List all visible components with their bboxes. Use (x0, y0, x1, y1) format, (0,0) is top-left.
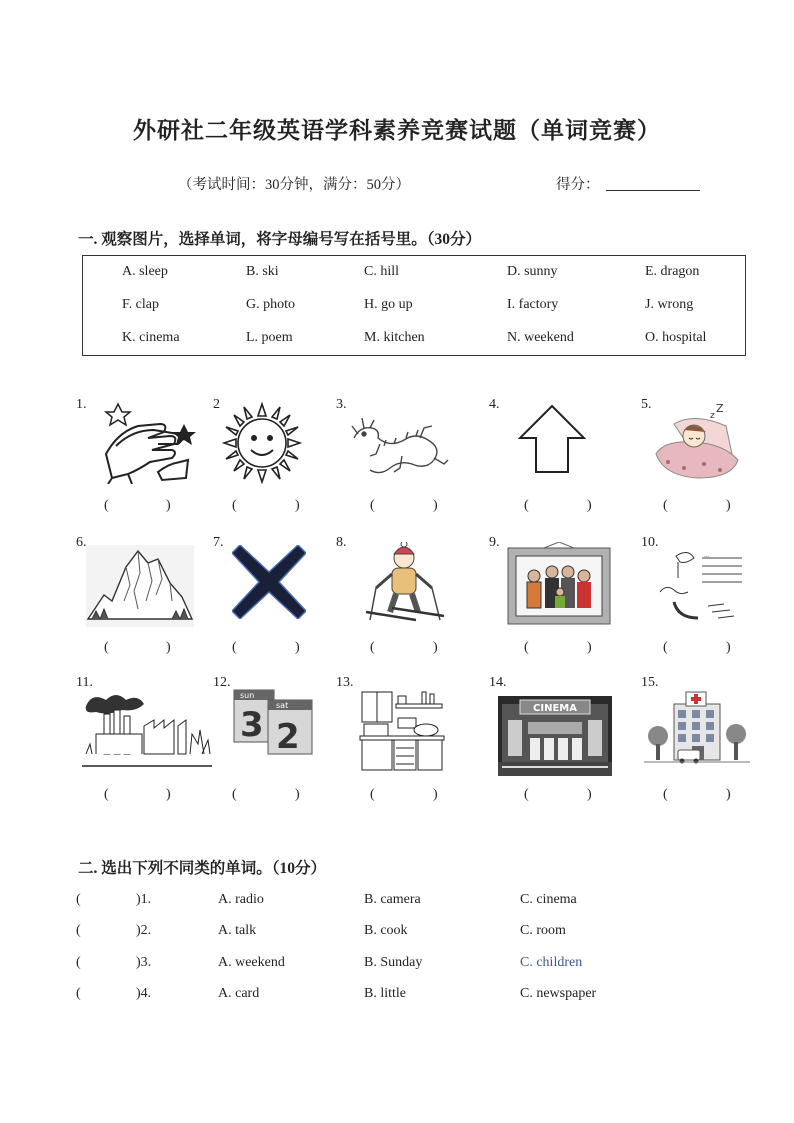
score-label: 得分： (556, 177, 600, 193)
question-number: 11. (76, 675, 93, 690)
answer-paren-close: ) (726, 787, 731, 802)
question-number: 1. (76, 397, 87, 412)
hospital-icon (644, 690, 750, 764)
answer-paren-close: ) (433, 640, 438, 655)
word-option: A. sleep (122, 264, 168, 279)
answer-paren-open: ( (663, 498, 668, 513)
option-b: B. Sunday (364, 955, 423, 970)
poem-scroll-icon (658, 548, 748, 624)
answer-paren-open: ( (76, 986, 81, 1001)
answer-paren-open: ( (104, 498, 109, 513)
answer-paren-open: ( (663, 640, 668, 655)
word-option: M. kitchen (364, 330, 425, 345)
option-a: A. card (218, 986, 260, 1001)
word-option: G. photo (246, 297, 295, 312)
word-option: H. go up (364, 297, 413, 312)
answer-paren-close: ) (166, 787, 171, 802)
svg-text:...: ... (704, 552, 710, 559)
answer-paren-close: ) (295, 787, 300, 802)
question-number: 3. (336, 397, 347, 412)
skier-icon (356, 542, 452, 626)
answer-paren-open: ( (104, 640, 109, 655)
answer-paren-open: ( (663, 787, 668, 802)
option-b: B. little (364, 986, 406, 1001)
question-number: 13. (336, 675, 354, 690)
mountain-icon (86, 545, 194, 627)
calendar-number: 2 (276, 717, 300, 757)
option-c: C. room (520, 923, 566, 938)
option-a: A. radio (218, 892, 264, 907)
cinema-icon (498, 696, 612, 776)
answer-paren-close: ) (587, 787, 592, 802)
calendar-day-label: sat (276, 701, 289, 710)
answer-paren-open: ( (524, 498, 529, 513)
question-number: 12. (213, 675, 231, 690)
option-c: C. cinema (520, 892, 577, 907)
word-option: I. factory (507, 297, 559, 312)
answer-paren-close: ) (166, 640, 171, 655)
word-option: O. hospital (645, 330, 707, 345)
question-number: 15. (641, 675, 659, 690)
option-a: A. talk (218, 923, 257, 938)
svg-text:Z: Z (716, 404, 724, 415)
exam-info: （考试时间：30分钟，满分：50分） (178, 177, 410, 193)
answer-paren-open: ( (76, 955, 81, 970)
option-c: C. children (520, 955, 583, 970)
dragon-icon (350, 410, 450, 480)
cross-icon (232, 545, 306, 619)
answer-paren-close: ) (295, 640, 300, 655)
answer-paren-close: ) (166, 498, 171, 513)
family-photo-icon (506, 542, 612, 626)
sun-icon (222, 402, 302, 484)
answer-paren-open: ( (76, 892, 81, 907)
page-title: 外研社二年级英语学科素养竞赛试题（单词竞赛） (133, 118, 661, 143)
word-option: N. weekend (507, 330, 574, 345)
answer-paren-open: ( (524, 787, 529, 802)
calendar-number: 3 (240, 705, 264, 745)
option-b: B. cook (364, 923, 408, 938)
answer-paren-close: ) (295, 498, 300, 513)
answer-paren-close: ) (726, 640, 731, 655)
answer-paren-open: ( (104, 787, 109, 802)
word-option: E. dragon (645, 264, 700, 279)
question-number: 10. (641, 535, 659, 550)
answer-paren-open: ( (370, 498, 375, 513)
answer-paren-open: ( (232, 498, 237, 513)
word-option: F. clap (122, 297, 159, 312)
question-number: )1. (136, 892, 152, 907)
word-option: C. hill (364, 264, 400, 279)
up-arrow-icon (518, 404, 586, 474)
word-option: K. cinema (122, 330, 180, 345)
question-number: 9. (489, 535, 500, 550)
answer-paren-open: ( (232, 640, 237, 655)
question-number: 6. (76, 535, 87, 550)
answer-paren-open: ( (370, 787, 375, 802)
question-number: 8. (336, 535, 347, 550)
sleeping-girl-icon (654, 404, 742, 482)
answer-paren-close: ) (726, 498, 731, 513)
question-number: 5. (641, 397, 652, 412)
word-option: B. ski (246, 264, 279, 279)
cinema-sign-text: CINEMA (533, 703, 577, 714)
question-number: 7. (213, 535, 224, 550)
question-number: )4. (136, 986, 152, 1001)
clapping-hands-icon (98, 402, 198, 484)
answer-paren-open: ( (524, 640, 529, 655)
section2-heading: 二. 选出下列不同类的单词。（10分） (78, 860, 327, 877)
question-number: )3. (136, 955, 152, 970)
factory-icon (82, 690, 212, 770)
score-blank-line[interactable] (606, 190, 700, 191)
answer-paren-close: ) (587, 498, 592, 513)
answer-paren-open: ( (370, 640, 375, 655)
answer-paren-close: ) (587, 640, 592, 655)
answer-paren-open: ( (76, 923, 81, 938)
question-number: 14. (489, 675, 507, 690)
kitchen-icon (358, 690, 446, 772)
svg-text:z: z (710, 411, 715, 421)
word-option: J. wrong (645, 297, 694, 312)
option-b: B. camera (364, 892, 421, 907)
option-c: C. newspaper (520, 986, 597, 1001)
word-option: D. sunny (507, 264, 558, 279)
answer-paren-open: ( (232, 787, 237, 802)
question-number: 2 (213, 397, 220, 412)
section1-heading: 一. 观察图片，选择单词，将字母编号写在括号里。（30分） (78, 231, 482, 248)
question-number: 4. (489, 397, 500, 412)
calendar-day-label: sun (240, 691, 255, 700)
weekend-calendar-icon (232, 686, 318, 758)
option-a: A. weekend (218, 955, 285, 970)
answer-paren-close: ) (433, 787, 438, 802)
answer-paren-close: ) (433, 498, 438, 513)
word-option: L. poem (246, 330, 293, 345)
question-number: )2. (136, 923, 152, 938)
